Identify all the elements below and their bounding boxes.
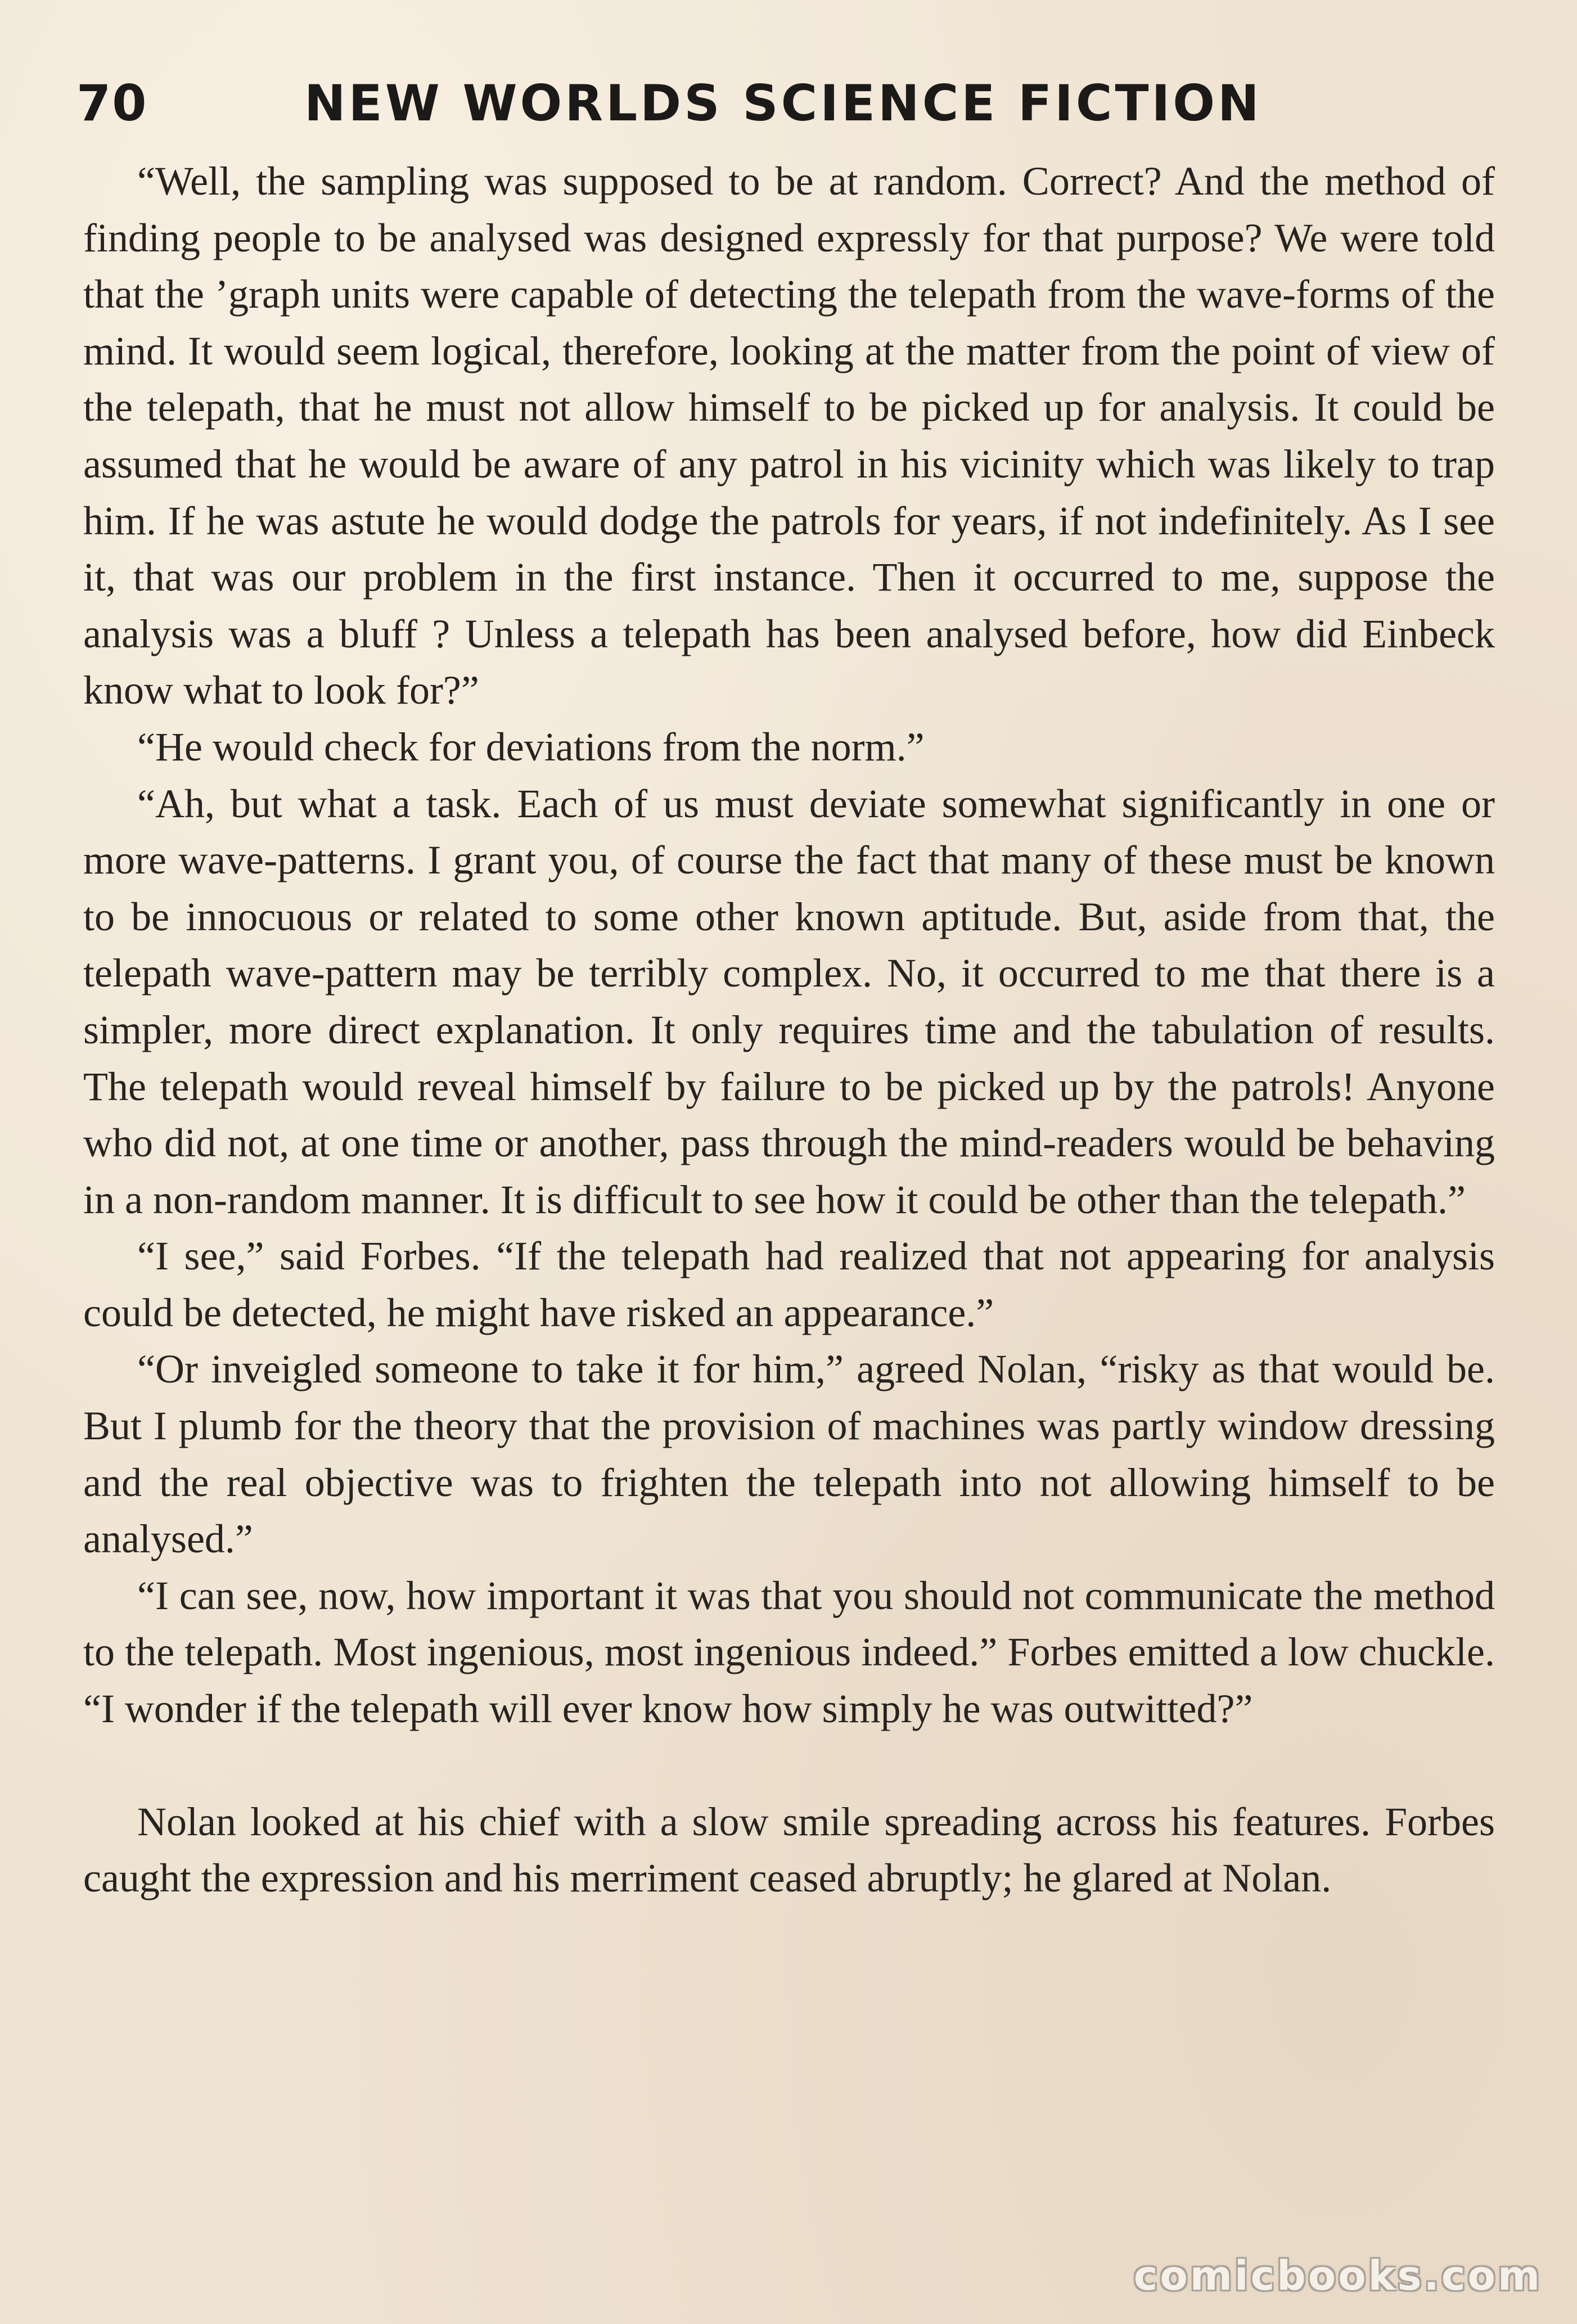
paragraph: “I can see, now, how important it was that you should not communicate the method to the telepath. Most ingenious, most ingenious indeed.” Forbes emitted a low chuckle. “I wonder if the telepath will ever know how simply he was outwitted?” — [83, 1573, 1495, 1732]
paragraph: “Well, the sampling was supposed to be at random. Correct? And the method of finding people to be analysed was designed expressly for that purpose? We were told that the ’graph units were capable of detecting the telepath from the wave-forms of the mind. It would seem logical, therefore, looking at the matter from the point of view of the telepath, that he must not allow himself to be picked up for analysis. It could be assumed that he would be aware of any patrol in his vicinity which was likely to trap him. If he was astute he would dodge the patrols for years, if not indefinitely. As I see it, that was our problem in the first instance. Then it occurred to me, suppose the analysis was a bluff ? Unless a telepath has been analysed before, how did Einbeck know what to look for?” — [83, 159, 1495, 713]
paragraph: “I see,” said Forbes. “If the telepath had realized that not appearing for analysis could be detected, he might have risked an appearance.” — [83, 1233, 1495, 1335]
publication-title: NEW WORLDS SCIENCE FICTION — [304, 74, 1262, 132]
story-text — [83, 153, 1495, 1907]
paragraph: “Or inveigled someone to take it for him,” agreed Nolan, “risky as that would be. But I plumb for the theory that the provision of machines was partly window dressing and the real objective was to frighten the telepath into not allowing himself to be analysed.” — [83, 1346, 1495, 1562]
paragraph: “Ah, but what a task. Each of us must deviate somewhat significantly in one or more wave-patterns. I grant you, of course the fact that many of these must be known to be innocuous or related to some other known aptitude. But, aside from that, the telepath wave-pattern may be terribly complex. No, it occurred to me that there is a simpler, more direct explanation. It only requires time and the tabulation of results. The telepath would reveal himself by failure to be picked up by the patrols! Anyone who did not, at one time or another, pass through the mind-readers would be behaving in a non-random manner. It is difficult to see how it could be other than the telepath.” — [83, 781, 1495, 1222]
paragraph: “He would check for deviations from the norm.” — [137, 724, 925, 769]
running-header — [76, 66, 1262, 139]
paragraph: Nolan looked at his chief with a slow smile spreading across his features. Forbes caught the expression and his merriment ceased abruptly; he glared at Nolan. — [83, 1799, 1495, 1901]
watermark-logo: comicbooks.com — [1133, 2252, 1542, 2299]
page-number: 70 — [76, 74, 148, 132]
